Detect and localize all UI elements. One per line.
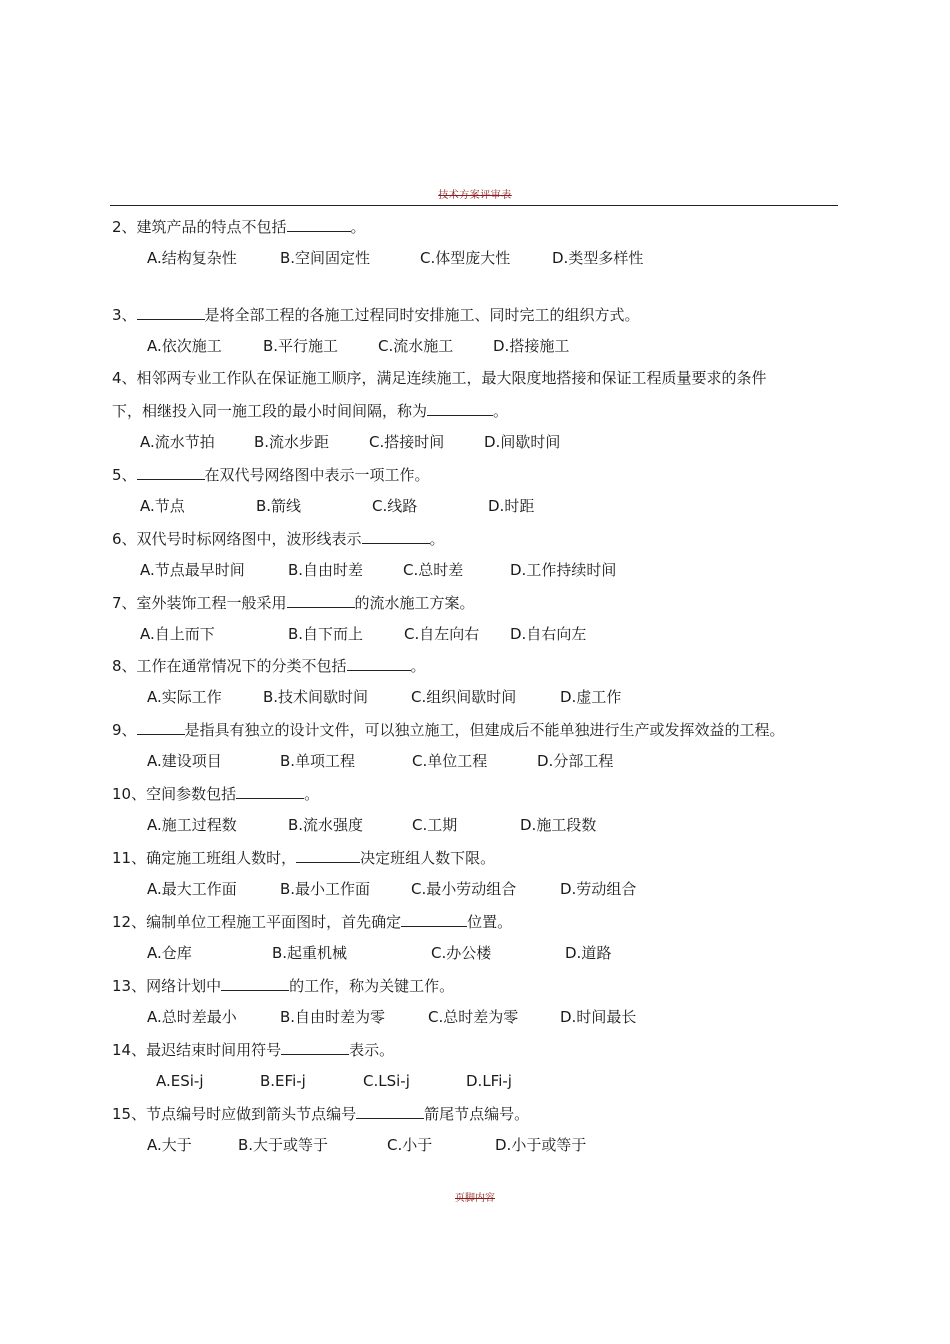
question-15 [112,1103,529,1124]
answer-blank [137,304,205,320]
answer-blank [137,464,205,480]
answer-blank [137,719,185,735]
option-d: D.时距 [488,497,535,515]
option-a: A.最大工作面 [147,880,237,898]
option-a: A.节点最早时间 [140,561,245,579]
question-text: 3、 [112,306,137,324]
question-text-end: 在双代号网络图中表示一项工作。 [204,466,430,484]
question-7 [112,592,475,613]
answer-blank [296,847,360,863]
question-text-end: 箭尾节点编号。 [424,1105,530,1123]
question-9 [112,719,785,740]
option-c: C.总时差为零 [428,1008,519,1026]
answer-blank [281,1039,349,1055]
option-d: D.LFi-j [466,1072,512,1090]
answer-blank [287,216,351,232]
question-13 [112,975,454,996]
answer-blank [236,783,304,799]
question-text: 10、空间参数包括 [112,785,237,803]
header-rule [110,205,838,206]
option-a: A.建设项目 [147,752,222,770]
option-d: D.自右向左 [510,625,587,643]
option-b: B.技术间歇时间 [263,688,369,706]
question-11 [112,847,495,868]
answer-blank [401,911,467,927]
option-c: C.体型庞大性 [420,249,511,267]
question-text: 13、网络计划中 [112,977,222,995]
option-d: D.道路 [565,944,612,962]
option-b: B.单项工程 [280,752,356,770]
question-text: 4、相邻两专业工作队在保证施工顺序，满足连续施工，最大限度地搭接和保证工程质量要求的条件 [112,369,767,387]
option-b: B.最小工作面 [280,880,371,898]
footer-title: 页脚内容 [455,1193,495,1204]
option-d: D.分部工程 [537,752,614,770]
option-c: C.自左向右 [404,625,480,643]
question-5 [112,464,430,485]
option-c: C.小于 [387,1136,433,1154]
option-c: C.最小劳动组合 [411,880,517,898]
question-text-end: 。 [410,657,426,675]
option-c: C.线路 [372,497,418,515]
answer-blank [347,655,411,671]
option-c: C.流水施工 [378,337,454,355]
answer-blank [362,528,430,544]
question-text-end: 。 [429,530,445,548]
option-d: D.劳动组合 [560,880,637,898]
option-b: B.大于或等于 [238,1136,329,1154]
question-14 [112,1039,394,1060]
question-8 [112,655,426,676]
option-a: A.总时差最小 [147,1008,237,1026]
question-text-end: 的工作，称为关键工作。 [289,977,455,995]
option-c: C.搭接时间 [369,433,445,451]
option-a: A.自上而下 [140,625,215,643]
answer-blank [221,975,289,991]
answer-blank [356,1103,424,1119]
option-a: A.实际工作 [147,688,222,706]
question-text: 9、 [112,721,137,739]
option-c: C.办公楼 [431,944,492,962]
question-text-end: 。 [493,402,509,420]
option-d: D.类型多样性 [552,249,644,267]
option-b: B.流水强度 [288,816,364,834]
option-d: D.工作持续时间 [510,561,617,579]
question-text-end: 是将全部工程的各施工过程同时安排施工、同时完工的组织方式。 [204,306,640,324]
option-a: A.节点 [140,497,185,515]
option-b: B.箭线 [256,497,302,515]
question-text: 14、最迟结束时间用符号 [112,1041,282,1059]
question-2 [112,216,366,237]
question-text-end: 决定班组人数下限。 [360,849,496,867]
question-4-line-1 [112,368,767,388]
option-c: C.工期 [412,816,458,834]
question-text-end: 。 [350,218,366,236]
question-text: 11、确定施工班组人数时， [112,849,297,867]
option-b: B.起重机械 [272,944,348,962]
option-c: C.单位工程 [412,752,488,770]
option-d: D.时间最长 [560,1008,637,1026]
option-c: C.组织间歇时间 [411,688,517,706]
question-6 [112,528,445,549]
question-text-end: 的流水施工方案。 [354,594,475,612]
question-text-end: 。 [304,785,320,803]
option-b: B.自由时差 [288,561,364,579]
question-text: 2、建筑产品的特点不包括 [112,218,287,236]
question-text: 8、工作在通常情况下的分类不包括 [112,657,347,675]
header-title: 技术方案评审表 [438,190,512,201]
option-b: B.自下而上 [288,625,364,643]
question-text-end: 表示。 [349,1041,395,1059]
answer-blank [287,592,355,608]
question-text-end: 位置。 [467,913,513,931]
question-text: 6、双代号时标网络图中，波形线表示 [112,530,362,548]
option-a: A.依次施工 [147,337,222,355]
option-b: B.平行施工 [263,337,339,355]
option-c: C.LSi-j [363,1072,410,1090]
answer-blank [427,400,493,416]
option-b: B.EFi-j [260,1072,306,1090]
question-10 [112,783,319,804]
question-text: 5、 [112,466,137,484]
option-d: D.小于或等于 [495,1136,587,1154]
option-a: A.大于 [147,1136,192,1154]
question-text: 15、节点编号时应做到箭头节点编号 [112,1105,357,1123]
option-a: A.仓库 [147,944,192,962]
option-b: B.流水步距 [254,433,330,451]
question-text: 7、室外装饰工程一般采用 [112,594,287,612]
option-a: A.流水节拍 [140,433,215,451]
option-a: A.结构复杂性 [147,249,237,267]
question-text: 下，相继投入同一施工段的最小时间间隔，称为 [112,402,428,420]
question-3 [112,304,640,325]
question-12 [112,911,512,932]
question-4 [112,400,508,421]
option-c: C.总时差 [403,561,464,579]
option-b: B.自由时差为零 [280,1008,386,1026]
option-d: D.间歇时间 [484,433,561,451]
question-text: 12、编制单位工程施工平面图时，首先确定 [112,913,402,931]
option-a: A.ESi-j [156,1072,204,1090]
option-d: D.搭接施工 [493,337,570,355]
option-d: D.虚工作 [560,688,622,706]
option-d: D.施工段数 [520,816,597,834]
option-a: A.施工过程数 [147,816,237,834]
option-b: B.空间固定性 [280,249,371,267]
question-text-end: 是指具有独立的设计文件，可以独立施工，但建成后不能单独进行生产或发挥效益的工程。 [184,721,785,739]
